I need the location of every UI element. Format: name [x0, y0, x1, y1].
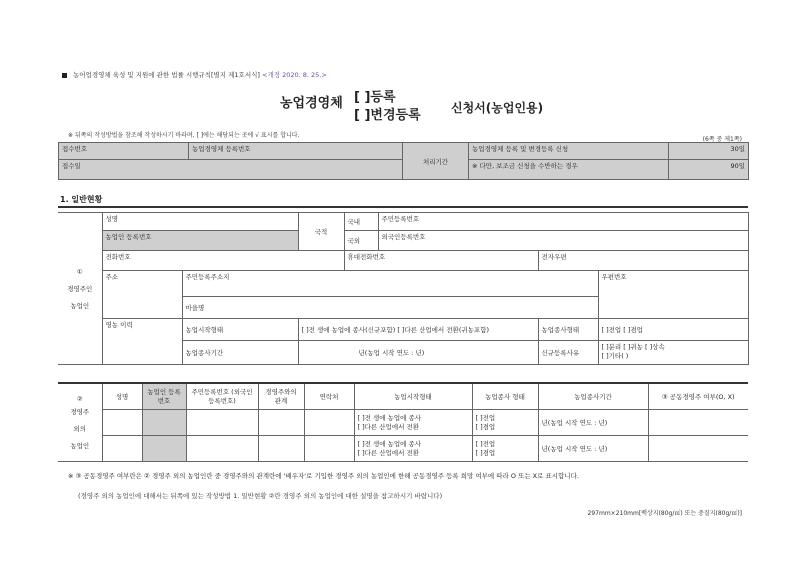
row2-resident-no[interactable]: [186, 435, 258, 461]
row1-work-type[interactable]: [472, 409, 538, 435]
col-contact: 연락처: [304, 383, 354, 409]
operator-number: ①: [76, 267, 83, 276]
receipt-number-cell[interactable]: [59, 143, 189, 160]
receipt-date-cell[interactable]: [59, 160, 403, 180]
nationality-label: 국적: [298, 213, 344, 251]
address-label: 주소: [102, 271, 182, 319]
row2-relation[interactable]: [258, 435, 304, 461]
row1-start-opt-a: [ ]전 생애 농업에 종사: [357, 414, 422, 422]
law-reference: [62, 70, 327, 79]
row2-work-period[interactable]: 년(농업 시작 연도 : 년): [538, 435, 648, 461]
receipt-table: [58, 142, 749, 180]
page-count: (6쪽 중 제1쪽): [702, 136, 742, 143]
row1-work-opt-b: [ ]겸업: [475, 423, 496, 431]
other-farmers-number: ②: [76, 394, 83, 403]
row2-work-type[interactable]: [472, 435, 538, 461]
section-divider: [58, 206, 748, 208]
operator-label2: 농업인: [70, 301, 90, 310]
resident-no-label: 주민등록번호: [381, 215, 420, 223]
reason-options-line1: [ ]분리 [ ]귀농 [ ]상속: [601, 343, 665, 351]
phone-label: 전화번호: [105, 253, 131, 261]
work-period-label: 농업종사기간: [182, 341, 298, 365]
foreigner-reg-no-cell[interactable]: [378, 231, 748, 251]
revision-text: <개정 2020. 8. 25.>: [262, 71, 327, 79]
title-register: [ ]등록: [354, 90, 396, 105]
processing-period-label: 처리기간: [403, 143, 469, 180]
supplement-desc: ※ 다만, 보조금 신청을 수반하는 경우: [469, 160, 669, 180]
col-work-period: 농업종사기간: [538, 383, 648, 409]
farmer-reg-no-cell[interactable]: [102, 231, 298, 251]
postal-code-label: 우편번호: [601, 273, 627, 281]
instruction-note: ※ 뒤쪽의 작성방법을 참조해 작성하시기 바라며, [ ]에는 해당되는 곳에 √ 표시를 합니다.: [68, 132, 300, 139]
period-days: 30일: [669, 143, 749, 160]
other-farmers-label1: 경영주: [70, 407, 90, 416]
row2-farmer-reg-no[interactable]: [142, 435, 186, 461]
col-resident-no: 주민등록번호 (외국인등록번호): [186, 383, 258, 409]
row2-name[interactable]: [102, 435, 142, 461]
resident-address-cell[interactable]: [182, 271, 598, 297]
start-year-field[interactable]: 년(농업 시작 연도 : 년): [298, 341, 538, 365]
reg-number-cell[interactable]: [189, 143, 403, 160]
paper-spec: 297mm×210mm[백상지(80g/㎡) 또는 중질지(80g/㎡)]: [587, 510, 742, 517]
new-reason-label: 신규등록사유: [538, 341, 598, 365]
new-reason-options[interactable]: [598, 341, 748, 365]
col-farmer-reg-no: 농업인 등록번호: [142, 383, 186, 409]
row1-name[interactable]: [102, 409, 142, 435]
row1-relation[interactable]: [258, 409, 304, 435]
operator-label-cell: [58, 213, 102, 365]
col-relation: 경영주와의 관계: [258, 383, 304, 409]
col-start-type: 농업시작형태: [354, 383, 472, 409]
co-operator-note: ※ ③ 공동경영주 여부란은 ② 경영주 외의 농업인란 중 경영주와의 관계란에 '배우자'로 기입한 경영주 외의 농업인에 한해 공동경영주 등록 희망 여부에 따라 O 또는 X로 표시합니다.: [68, 472, 579, 480]
row1-start-opt-b: [ ]다른 산업에서 전환: [357, 423, 420, 431]
table-row: [58, 409, 748, 435]
receipt-date-label: 접수일: [62, 162, 81, 170]
reason-options-line2: [ ]기타( ): [601, 352, 629, 360]
row2-start-type[interactable]: [354, 435, 472, 461]
row1-farmer-reg-no[interactable]: [142, 409, 186, 435]
resident-no-cell[interactable]: [378, 213, 748, 231]
email-label: 전자우편: [541, 253, 567, 261]
operator-table: [58, 212, 749, 365]
other-farmers-label3: 농업인: [70, 441, 90, 450]
farmer-reg-no-label: 농업인 등록번호: [105, 233, 152, 241]
row2-start-opt-b: [ ]다른 산업에서 전환: [357, 449, 420, 457]
period-desc: 농업경영체 등록 및 변경등록 신청: [469, 143, 669, 160]
mobile-cell[interactable]: [344, 251, 538, 271]
row2-co-operator[interactable]: [648, 435, 748, 461]
row1-co-operator[interactable]: [648, 409, 748, 435]
col-name: 성명: [102, 383, 142, 409]
row2-work-opt-a: [ ]전업: [475, 440, 496, 448]
form-title: 농업경영체: [280, 96, 343, 111]
resident-address-label: 주민등록주소지: [185, 273, 230, 281]
operator-label: 경영주인: [67, 284, 93, 293]
other-farmers-label-cell: [58, 383, 102, 461]
receipt-number-label: 접수번호: [62, 145, 88, 153]
other-farmers-table: [58, 382, 748, 462]
name-cell[interactable]: [102, 213, 298, 231]
square-bullet-icon: [62, 73, 67, 78]
start-type-options[interactable]: [ ]전 생애 농업에 종사(신규포함) [ ]다른 산업에서 전환(귀농포함): [298, 319, 538, 341]
title-change-register: [ ]변경등록: [354, 108, 421, 123]
other-farmers-note: (경영주 외의 농업인에 대해서는 뒤쪽에 있는 작성방법 1. 일반현황 ②란 경영주 외의 농업인에 대한 설명을 참고하시기 바랍니다): [78, 492, 443, 500]
village-label: 마을명: [185, 304, 205, 312]
law-ref-text: 농어업경영체 육성 및 지원에 관한 법률 시행규칙[별지 제1호서식]: [73, 71, 260, 79]
row1-start-type[interactable]: [354, 409, 472, 435]
foreign-label: 국외: [344, 231, 378, 251]
row1-work-opt-a: [ ]전업: [475, 414, 496, 422]
phone-cell[interactable]: [102, 251, 344, 271]
work-type-label: 농업종사형태: [538, 319, 598, 341]
row2-start-opt-a: [ ]전 생애 농업에 종사: [357, 440, 422, 448]
title-suffix: 신청서(농업인용): [451, 101, 544, 115]
farming-history-label: 영농 이력: [102, 319, 182, 365]
row2-work-opt-b: [ ]겸업: [475, 449, 496, 457]
other-farmers-label2: 외의: [73, 424, 87, 433]
work-type-options[interactable]: [ ]전업 [ ]겸업: [598, 319, 748, 341]
start-type-label: 농업시작형태: [182, 319, 298, 341]
row2-contact[interactable]: [304, 435, 354, 461]
col-work-type: 농업종사 형태: [472, 383, 538, 409]
table-row: [58, 435, 748, 461]
row1-work-period[interactable]: 년(농업 시작 연도 : 년): [538, 409, 648, 435]
col-co-operator: ③ 공동경영주 여부(O, X): [648, 383, 748, 409]
foreigner-reg-no-label: 외국인등록번호: [381, 233, 426, 241]
reg-number-label: 농업경영체 등록번호: [192, 145, 251, 153]
village-cell[interactable]: [182, 297, 598, 319]
postal-code-cell[interactable]: [598, 271, 748, 319]
row1-contact[interactable]: [304, 409, 354, 435]
domestic-label: 국내: [344, 213, 378, 231]
mobile-label: 휴대전화번호: [347, 253, 386, 261]
email-cell[interactable]: [538, 251, 748, 271]
row1-resident-no[interactable]: [186, 409, 258, 435]
form-sheet: [58, 66, 748, 526]
supplement-days: 90일: [669, 160, 749, 180]
name-label: 성명: [105, 215, 119, 223]
section-general-title: 1. 일반현황: [60, 195, 103, 204]
